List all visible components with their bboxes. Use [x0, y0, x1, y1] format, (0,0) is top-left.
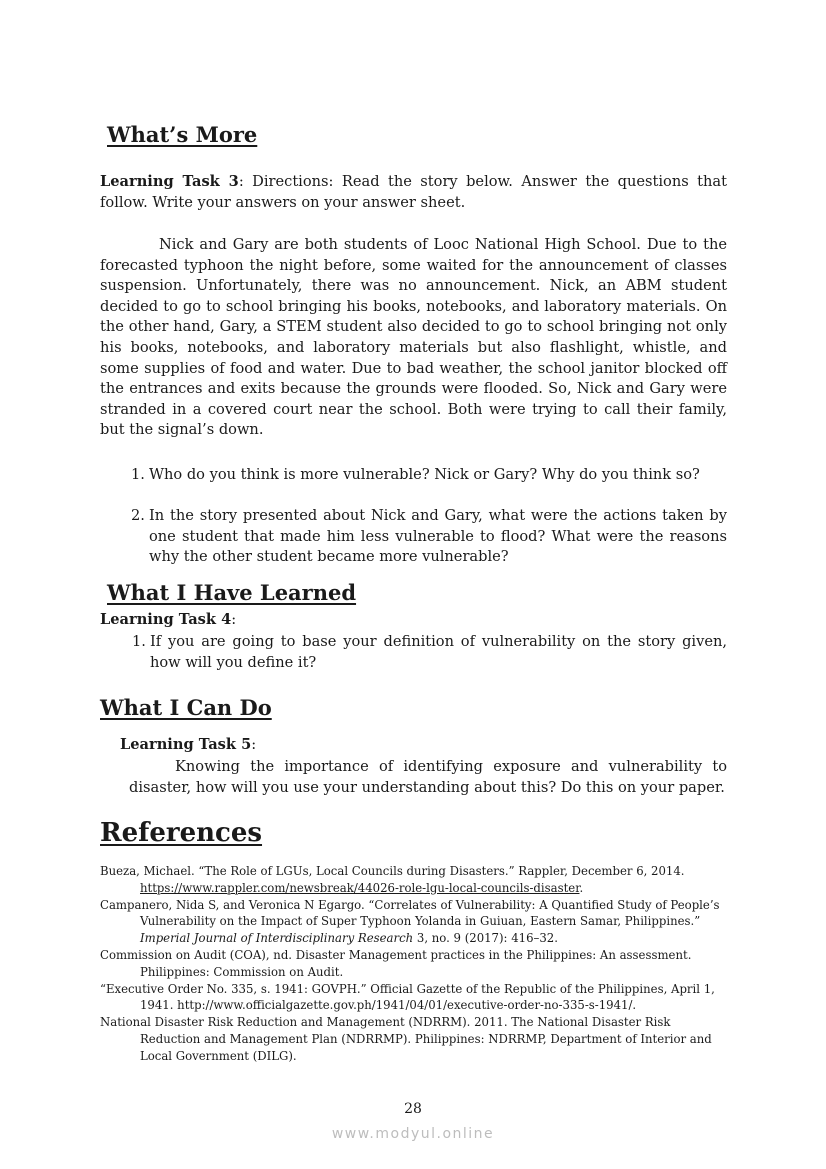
task-4-suffix: : [231, 611, 237, 628]
reference-item [100, 981, 727, 1015]
question-learned-1 [132, 632, 727, 673]
page-number: 28 [404, 1101, 422, 1117]
question-number: 2. [131, 507, 145, 524]
reference-item [100, 863, 727, 897]
reference-text: “Executive Order No. 335, s. 1941: GOVPH.” Official Gazette of the Republic of the Philippines, April 1, 1941. http://www.officialgazette.gov.ph/1941/04/01/executive-order-no-335-s-1941/. [100, 981, 715, 1013]
story-paragraph: Nick and Gary are both students of Looc National High School. Due to the forecasted typhoon the night before, some waited for the announcement of classes suspension. Unfortunately, there was no announcement. Nick, an ABM student decided to go to school bringing his books, notebooks, and laboratory materials. On the other hand, Gary, a STEM student also decided to go to school bringing not only his books, notebooks, and laboratory materials but also flashlight, whistle, and some supplies of food and water. Due to bad weather, the school janitor blocked off the entrances and exits because the grounds were flooded. So, Nick and Gary were stranded in a covered court near the school. Both were trying to call their family, but the signal’s down. [100, 236, 727, 439]
learning-task-3 [100, 172, 727, 213]
reference-text: Commission on Audit (COA), nd. Disaster Management practices in the Philippines: An assessment. Philippines: Commission on Audit. [100, 947, 692, 979]
learning-task-4 [100, 610, 236, 631]
task-5-label: Learning Task 5 [120, 736, 252, 753]
section-heading-what-i-have-learned: What I Have Learned [107, 580, 357, 605]
task-5-suffix: : [251, 736, 257, 753]
reference-text: Bueza, Michael. “The Role of LGUs, Local Councils during Disasters.” Rappler, December 6, 2014. [100, 864, 685, 878]
reference-text: National Disaster Risk Reduction and Management (NDRRM). 2011. The National Disaster Risk Reduction and Management Plan (NDRRMP). Philippines: NDRRMP, Department of Interior and Local Government (DILG). [100, 1015, 712, 1063]
reference-item [100, 947, 727, 981]
task-5-body: Knowing the importance of identifying exposure and vulnerability to disaster, how will you use your understanding about this? Do this on your paper. [129, 758, 727, 796]
question-text: In the story presented about Nick and Gary, what were the actions taken by one student that made him less vulnerable to flood? What were the reasons why the other student became more vulnerable? [149, 507, 727, 566]
reference-item [100, 1014, 727, 1064]
reference-link[interactable]: https://www.rappler.com/newsbreak/44026-role-lgu-local-councils-disaster [140, 880, 580, 895]
question-number: 1. [131, 466, 145, 483]
question-2 [131, 506, 727, 568]
question-text: If you are going to base your definition of vulnerability on the story given, how will you define it? [150, 633, 727, 671]
question-1 [131, 465, 727, 486]
section-heading-what-i-can-do: What I Can Do [100, 695, 272, 720]
reference-text-end: . [579, 880, 584, 895]
reference-journal: Imperial Journal of Interdisciplinary Research [140, 931, 414, 946]
reference-item [100, 897, 727, 947]
references-heading: References [100, 818, 263, 848]
reference-text: Campanero, Nida S, and Veronica N Egargo. “Correlates of Vulnerability: A Quantified Study of People’s Vulnerability on the Impact of Super Typhoon Yolanda in Guiuan, Eastern Samar, Philippines.” [100, 897, 720, 929]
question-number: 1. [132, 633, 146, 650]
reference-text-end: 3, no. 9 (2017): 416–32. [413, 931, 558, 946]
question-text: Who do you think is more vulnerable? Nick or Gary? Why do you think so? [149, 466, 700, 483]
watermark: www.modyul.online [331, 1126, 495, 1142]
task-3-directions: : Directions: Read the story below. Answer the questions that follow. Write your answers on your answer sheet. [100, 173, 727, 211]
learning-task-5 [120, 735, 256, 756]
task-3-label: Learning Task 3 [100, 173, 239, 190]
references-list [100, 863, 727, 1065]
section-heading-whats-more: What’s More [107, 122, 258, 147]
task-4-label: Learning Task 4 [100, 611, 232, 628]
